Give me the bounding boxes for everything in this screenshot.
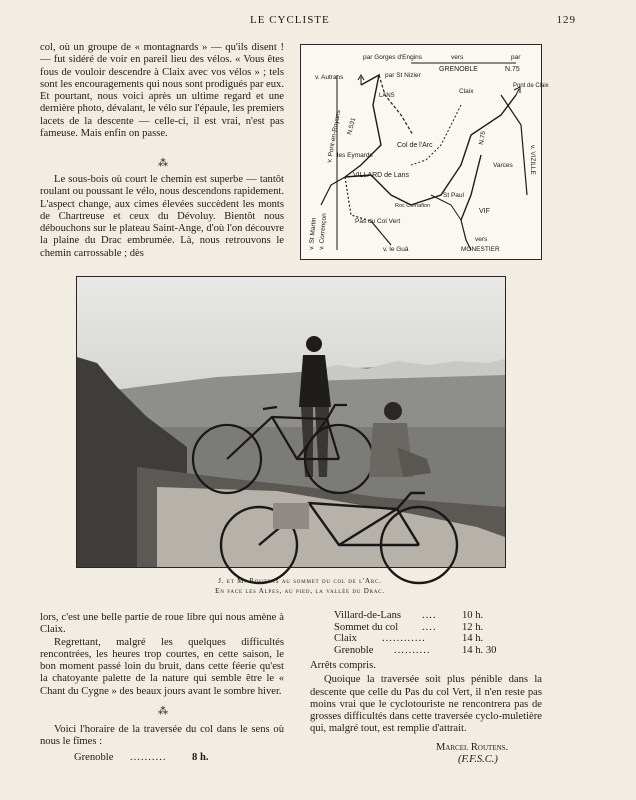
map-label: N.75 <box>478 130 488 146</box>
paragraph: col, où un groupe de « montagnards » — qu'ils disent ! — fut sidéré de voir en pareil lieu des vélos. « Vous êtes fous de vouloir descendre à Claix avec vos vélos » ; tels sont les encouragements qui nous sont prodigués par eux. Et pourtant, nous voici après un ultime regard et une dernière photo, dévalant, le vélo sur l'épaule, les premiers lacets de la descente — celle-ci, il est vrai, n'est pas fameuse. Mais enfin on passe. <box>40 42 285 140</box>
map-label: Claix <box>459 88 474 95</box>
schedule-first-row <box>74 752 232 764</box>
running-title: LE CYCLISTE <box>250 14 330 26</box>
section-separator: ⁂ <box>158 158 168 169</box>
left-column-top <box>40 42 284 140</box>
map-label: v. Autrans <box>315 74 344 81</box>
schedule-row <box>74 752 232 764</box>
map-label: v. le Guâ <box>383 246 409 253</box>
schedule-table <box>334 610 518 656</box>
map-label: vers <box>451 54 464 61</box>
schedule-row <box>334 633 518 645</box>
map-label: VIF <box>479 208 490 215</box>
author-signature <box>436 742 508 766</box>
map-label: vers <box>475 236 488 243</box>
schedule-time: 8 h. <box>192 752 209 763</box>
schedule-dots: ............ <box>382 633 426 645</box>
map-label: par St Nizier <box>385 72 421 79</box>
map-label: v. Corrençon <box>318 212 329 251</box>
section-separator: ⁂ <box>158 706 168 717</box>
schedule-dots: .... <box>422 621 437 633</box>
schedule-row <box>334 622 518 634</box>
map-label: v. Pont-en-Royans <box>326 109 343 164</box>
paragraph: Voici l'horaire de la traversée du col dans le sens où nous le fîmes : <box>40 724 284 748</box>
map-label: Pont de Claix <box>513 83 549 89</box>
schedule-time: 10 h. <box>462 610 484 621</box>
paragraph: Quoique la traversée soit plus pénible dans la descente que celle du Pas du col Vert, il n'en reste pas moins vrai que le cyclotouriste ne rencontrera pas de grosses difficultés dans cette traversée cyclo-muletière qui, malgré tout, est remplie d'attrait. <box>310 674 542 735</box>
route-map <box>300 44 549 260</box>
map-label: v. St Martin <box>308 217 318 251</box>
schedule-place: Sommet du col <box>334 621 399 633</box>
map-label: Varces <box>493 162 513 169</box>
paragraph: Arrêts compris. <box>310 660 376 671</box>
schedule-row <box>334 610 518 622</box>
schedule-dots: .......... <box>394 644 431 656</box>
schedule-dots: .......... <box>130 752 167 763</box>
schedule-place: Claix <box>334 633 357 645</box>
caption-line: J. et M. Routens au sommet du col de l'Arc. <box>218 577 382 585</box>
left-column-top-2 <box>40 174 284 260</box>
map-label: MONESTIER <box>461 246 500 253</box>
schedule-place: Villard-de-Lans <box>334 610 402 621</box>
map-label: GRENOBLE <box>439 66 478 73</box>
map-label: N.531 <box>346 116 358 136</box>
map-label: les Eymards <box>337 152 373 159</box>
map-label: St Paul <box>443 192 464 199</box>
summit-photo <box>76 276 506 568</box>
schedule-place: Grenoble <box>74 752 114 763</box>
caption-line: En face les Alpes, au pied, la vallée du Drac. <box>215 587 385 595</box>
schedule-row <box>334 645 518 657</box>
map-label: VILLARD de Lans <box>353 172 410 179</box>
map-label: v. VIZILLE <box>529 145 536 175</box>
map-label: N.75 <box>505 66 520 73</box>
map-label: Col de l'Arc <box>397 142 433 149</box>
map-label: par <box>511 54 521 61</box>
schedule-time: 12 h. <box>462 621 484 633</box>
left-column-bottom-2 <box>40 724 284 749</box>
schedule-dots: .... <box>422 610 437 621</box>
map-label: par Gorges d'Engins <box>363 54 423 61</box>
author-name: Marcel Routens. <box>436 742 509 753</box>
map-label: Pas du Col Vert <box>355 218 401 225</box>
schedule-time: 14 h. 30 <box>462 644 497 656</box>
paragraph: lors, c'est une belle partie de roue libre qui nous amène à Claix. <box>40 612 284 636</box>
photo-illustration <box>77 277 505 567</box>
map-label: LANS <box>379 93 395 99</box>
photo-caption <box>150 576 450 596</box>
schedule-time: 14 h. <box>462 633 484 645</box>
paragraph: Regrettant, malgré les quelques difficultés rencontrées, les heures trop courtes, en cette saison, le bon moment passé loin du bruit, dans cette féerie qu'est la chatoyante palette de la nature qui semble être le « Chant du Cygne » des beaux jours avant le sombre hiver. <box>40 636 284 697</box>
paragraph: Le sous-bois où court le chemin est superbe — tantôt roulant ou poussant le vélo, nous descendons rapidement. L'aspect change, aux cimes élevées succèdent les monts de Chartreuse et ceux du Dévoluy. Bientôt nous débouchons sur le plateau Saint-Ange, d'où l'on découvre la plaine du Drac embrumée. Là, nous retrouvons le chemin carrossable ; dès <box>40 174 284 259</box>
schedule-place: Grenoble <box>334 644 374 656</box>
map-label: Roc Cornafion <box>395 203 431 209</box>
author-affiliation: (F.F.S.C.) <box>458 754 498 765</box>
map-drawing <box>301 45 549 259</box>
left-column-bottom <box>40 612 284 698</box>
right-column-bottom <box>310 660 542 736</box>
page-number: 129 <box>556 14 576 26</box>
